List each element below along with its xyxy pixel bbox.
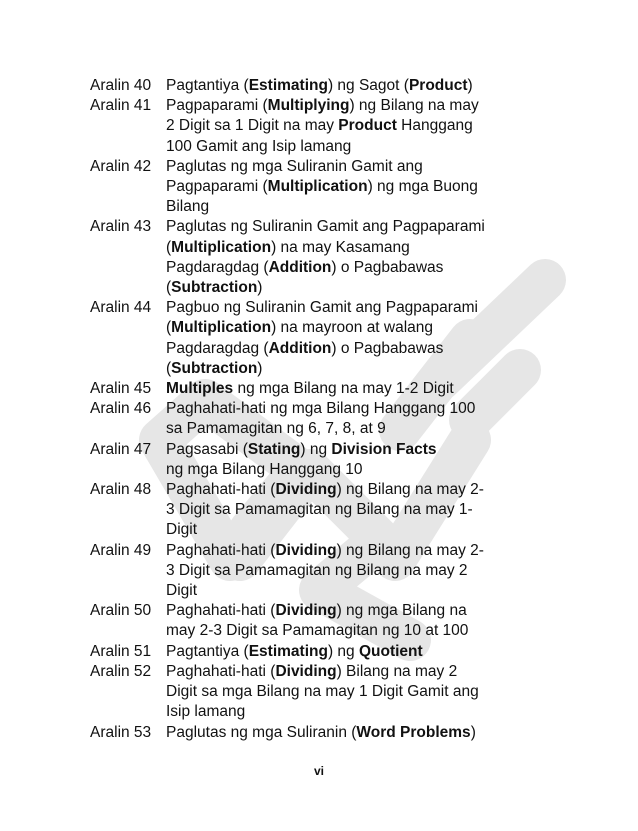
- lesson-title: [166, 379, 510, 399]
- toc-entry: [90, 399, 510, 439]
- lesson-title: [166, 723, 510, 743]
- bold-term: Word Problems: [356, 723, 471, 741]
- title-text: (: [166, 238, 172, 256]
- lesson-title-line: [166, 318, 510, 338]
- title-text: ) o Pagbabawas: [331, 339, 444, 357]
- lesson-title-line: [166, 440, 510, 460]
- bold-term: Dividing: [275, 662, 337, 680]
- lesson-title-line: [166, 682, 510, 702]
- title-text: ) ng: [327, 642, 359, 660]
- lesson-number: Aralin 52: [90, 662, 152, 680]
- bold-term: Subtraction: [171, 279, 258, 297]
- lesson-number: Aralin 40: [90, 77, 152, 94]
- title-text: ) ng Sagot (: [327, 77, 409, 94]
- lesson-title: [166, 642, 510, 662]
- title-text: (: [166, 359, 172, 377]
- title-text: ): [257, 279, 263, 297]
- bold-term: Stating: [247, 440, 301, 458]
- title-text: Paghahati-hati (: [166, 662, 276, 680]
- lesson-title-line: [166, 642, 510, 662]
- lesson-title-line: [166, 116, 510, 136]
- title-text: ): [470, 723, 476, 741]
- title-text: may 2-3 Digit sa Pamamagitan ng 10 at 100: [166, 622, 469, 640]
- lesson-title-line: [166, 399, 510, 419]
- title-text: Pagdaragdag (: [166, 258, 269, 276]
- lesson-number: Aralin 46: [90, 400, 152, 418]
- lesson-title-line: [166, 258, 510, 278]
- lesson-title: [166, 96, 510, 157]
- title-text: ) na may Kasamang: [271, 238, 410, 256]
- lesson-title-line: [166, 460, 510, 480]
- lesson-title: [166, 157, 510, 218]
- toc-entry: [90, 723, 510, 743]
- lesson-title-line: [166, 76, 510, 96]
- toc-entry: [90, 440, 510, 480]
- title-text: Paghahati-hati ng mga Bilang Hanggang 100: [166, 400, 476, 418]
- bold-term: Product: [408, 77, 468, 94]
- lesson-title-line: [166, 541, 510, 561]
- toc-entry: [90, 662, 510, 723]
- title-text: Pagpaparami (: [166, 97, 268, 115]
- title-text: Pagtantiya (: [166, 77, 249, 94]
- title-text: Digit: [166, 521, 198, 539]
- lesson-number: Aralin 41: [90, 97, 152, 115]
- title-text: Paglutas ng Suliranin Gamit ang Pagpaparami: [166, 218, 485, 236]
- lesson-title: [166, 541, 510, 602]
- bold-term: Multiplication: [171, 238, 272, 256]
- bold-term: Multiples: [166, 380, 234, 398]
- toc-entry: [90, 157, 510, 218]
- toc-entry: [90, 379, 510, 399]
- lesson-title: [166, 217, 510, 298]
- lesson-title-line: [166, 177, 510, 197]
- lesson-number: Aralin 53: [90, 723, 152, 741]
- title-text: Paglutas ng mga Suliranin Gamit ang: [166, 157, 423, 175]
- lesson-title-line: [166, 96, 510, 116]
- lesson-title-line: [166, 157, 510, 177]
- title-text: ) ng Bilang na may: [349, 97, 479, 115]
- table-of-contents: [90, 76, 510, 743]
- lesson-title-line: [166, 298, 510, 318]
- lesson-title-line: [166, 480, 510, 500]
- title-text: sa Pamamagitan ng 6, 7, 8, at 9: [166, 420, 386, 438]
- title-text: Bilang: [166, 198, 210, 216]
- lesson-title-line: [166, 379, 510, 399]
- title-text: ) ng mga Bilang na: [336, 602, 467, 620]
- toc-entry: [90, 217, 510, 298]
- lesson-title-line: [166, 702, 510, 722]
- title-text: Pagpaparami (: [166, 178, 268, 196]
- bold-term: Quotient: [358, 642, 423, 660]
- title-text: Digit sa mga Bilang na may 1 Digit Gamit ang: [166, 683, 479, 701]
- title-text: 2 Digit sa 1 Digit na may: [166, 117, 339, 135]
- lesson-title: [166, 298, 510, 379]
- bold-term: Dividing: [275, 602, 337, 620]
- title-text: Pagsasabi (: [166, 440, 248, 458]
- title-text: Pagtantiya (: [166, 642, 249, 660]
- page-number: vi: [313, 764, 324, 778]
- lesson-number: Aralin 48: [90, 481, 152, 499]
- title-text: ) na mayroon at walang: [271, 319, 434, 337]
- lesson-number: Aralin 47: [90, 440, 152, 458]
- title-text: Pagdaragdag (: [166, 339, 269, 357]
- lesson-title-line: [166, 419, 510, 439]
- lesson-title-line: [166, 662, 510, 682]
- lesson-title-line: [166, 359, 510, 379]
- toc-entry: [90, 642, 510, 662]
- lesson-title-line: [166, 500, 510, 520]
- lesson-title: [166, 601, 510, 641]
- lesson-number: Aralin 49: [90, 541, 152, 559]
- title-text: ) o Pagbabawas: [331, 258, 444, 276]
- bold-term: Multiplication: [267, 178, 368, 196]
- lesson-title-line: [166, 621, 510, 641]
- title-text: Paglutas ng mga Suliranin (: [166, 723, 357, 741]
- lesson-title-line: [166, 723, 510, 743]
- toc-entry: [90, 601, 510, 641]
- toc-entry: [90, 96, 510, 157]
- lesson-title-line: [166, 278, 510, 298]
- lesson-title: [166, 480, 510, 541]
- lesson-title-line: [166, 601, 510, 621]
- toc-entry: [90, 541, 510, 602]
- lesson-title-line: [166, 137, 510, 157]
- lesson-title-line: [166, 197, 510, 217]
- title-text: 3 Digit sa Pamamagitan ng Bilang na may 2: [166, 561, 468, 579]
- title-text: ) ng Bilang na may 2-: [336, 541, 484, 559]
- bold-term: Subtraction: [171, 359, 258, 377]
- bold-term: Dividing: [275, 541, 337, 559]
- title-text: Paghahati-hati (: [166, 481, 276, 499]
- title-text: (: [166, 279, 172, 297]
- bold-term: Estimating: [248, 77, 328, 94]
- toc-entry: [90, 298, 510, 379]
- lesson-title-line: [166, 581, 510, 601]
- toc-entry: [90, 76, 510, 96]
- lesson-title-line: [166, 520, 510, 540]
- bold-term: Addition: [268, 258, 332, 276]
- title-text: 100 Gamit ang Isip lamang: [166, 137, 352, 155]
- lesson-number: Aralin 42: [90, 157, 152, 175]
- title-text: 3 Digit sa Pamamagitan ng Bilang na may 1-: [166, 501, 473, 519]
- title-text: ) ng: [300, 440, 332, 458]
- lesson-number: Aralin 50: [90, 602, 152, 620]
- lesson-title: [166, 76, 510, 96]
- title-text: Pagbuo ng Suliranin Gamit ang Pagpaparami: [166, 299, 478, 317]
- title-text: Hanggang: [396, 117, 473, 135]
- title-text: Paghahati-hati (: [166, 541, 276, 559]
- bold-term: Multiplication: [171, 319, 272, 337]
- lesson-number: Aralin 45: [90, 380, 152, 398]
- title-text: (: [166, 319, 172, 337]
- lesson-number: Aralin 51: [90, 642, 152, 660]
- bold-term: Estimating: [248, 642, 328, 660]
- lesson-title-line: [166, 217, 510, 237]
- title-text: ) ng Bilang na may 2-: [336, 481, 484, 499]
- title-text: ) ng mga Buong: [367, 178, 478, 196]
- title-text: Isip lamang: [166, 703, 246, 721]
- title-text: ) Bilang na may 2: [336, 662, 458, 680]
- bold-term: Dividing: [275, 481, 337, 499]
- title-text: ng mga Bilang na may 1-2 Digit: [233, 380, 454, 398]
- title-text: ): [467, 77, 473, 94]
- lesson-title: [166, 399, 510, 439]
- title-text: Digit: [166, 582, 198, 600]
- title-text: ): [257, 359, 263, 377]
- lesson-title-line: [166, 339, 510, 359]
- title-text: ng mga Bilang Hanggang 10: [166, 460, 363, 478]
- bold-term: Addition: [268, 339, 332, 357]
- bold-term: Division Facts: [331, 440, 437, 458]
- lesson-title: [166, 440, 510, 480]
- lesson-number: Aralin 43: [90, 218, 152, 236]
- lesson-title-line: [166, 561, 510, 581]
- lesson-number: Aralin 44: [90, 299, 152, 317]
- bold-term: Multiplying: [267, 97, 350, 115]
- lesson-title: [166, 662, 510, 723]
- toc-entry: [90, 480, 510, 541]
- title-text: Paghahati-hati (: [166, 602, 276, 620]
- bold-term: Product: [338, 117, 397, 135]
- lesson-title-line: [166, 238, 510, 258]
